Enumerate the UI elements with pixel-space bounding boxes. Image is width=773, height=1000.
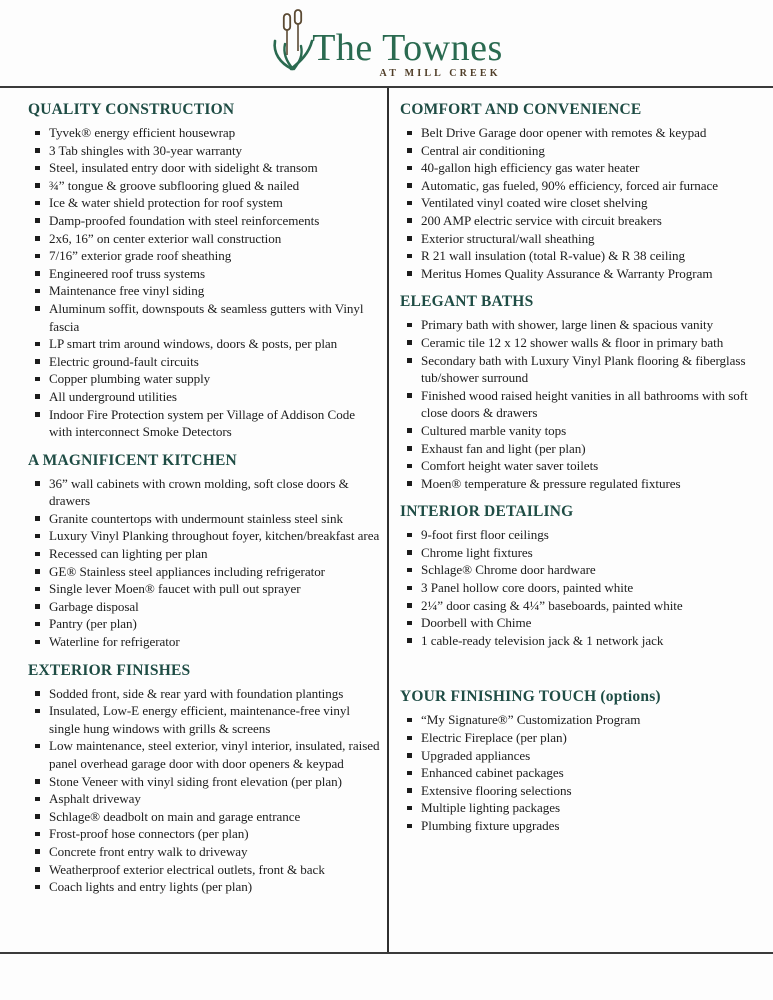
list-item: Copper plumbing water supply [28, 370, 381, 388]
list-item: Ceramic tile 12 x 12 shower walls & floor in primary bath [400, 334, 765, 352]
list-item: Upgraded appliances [400, 747, 765, 765]
list-item: Insulated, Low-E energy efficient, maintenance-free vinyl single hung windows with grills & screens [28, 702, 381, 737]
list-item: Ice & water shield protection for roof system [28, 194, 381, 212]
list-item: Maintenance free vinyl siding [28, 282, 381, 300]
list-item: 3 Panel hollow core doors, painted white [400, 579, 765, 597]
list-item: Enhanced cabinet packages [400, 764, 765, 782]
section [400, 502, 765, 649]
section-heading: ELEGANT BATHS [400, 293, 534, 311]
list-item: Weatherproof exterior electrical outlets, front & back [28, 861, 381, 879]
section [400, 687, 765, 834]
list-item: Cultured marble vanity tops [400, 422, 765, 440]
section [400, 292, 765, 492]
right-column [389, 88, 773, 952]
list-item: Schlage® Chrome door hardware [400, 561, 765, 579]
section [28, 100, 381, 441]
list-item: R 21 wall insulation (total R-value) & R 38 ceiling [400, 247, 765, 265]
list-item: GE® Stainless steel appliances including refrigerator [28, 563, 381, 581]
section-heading: INTERIOR DETAILING [400, 503, 574, 521]
list-item: Low maintenance, steel exterior, vinyl interior, insulated, raised panel overhead garage door with door openers & keypad [28, 737, 381, 772]
list-item: Engineered roof truss systems [28, 265, 381, 283]
feature-list [28, 124, 381, 441]
feature-list [400, 526, 765, 649]
section-heading: YOUR FINISHING TOUCH (options) [400, 688, 661, 706]
logo-title: The Townes [312, 27, 503, 69]
list-item: Indoor Fire Protection system per Village of Addison Code with interconnect Smoke Detectors [28, 406, 381, 441]
list-item: 9-foot first floor ceilings [400, 526, 765, 544]
feature-list [28, 475, 381, 651]
list-item: Ventilated vinyl coated wire closet shelving [400, 194, 765, 212]
list-item: Luxury Vinyl Planking throughout foyer, kitchen/breakfast area [28, 527, 381, 545]
list-item: Schlage® deadbolt on main and garage entrance [28, 808, 381, 826]
list-item: All underground utilities [28, 388, 381, 406]
list-item: Finished wood raised height vanities in all bathrooms with soft close doors & drawers [400, 387, 765, 422]
section-heading: EXTERIOR FINISHES [28, 661, 191, 679]
section-heading: QUALITY CONSTRUCTION [28, 101, 235, 118]
list-item: ¾” tongue & groove subflooring glued & nailed [28, 177, 381, 195]
logo-text [312, 28, 503, 80]
list-item: Damp-proofed foundation with steel reinforcements [28, 212, 381, 230]
list-item: Pantry (per plan) [28, 615, 381, 633]
list-item: Meritus Homes Quality Assurance & Warranty Program [400, 265, 765, 283]
list-item: Recessed can lighting per plan [28, 545, 381, 563]
list-item: Primary bath with shower, large linen & spacious vanity [400, 316, 765, 334]
list-item: Moen® temperature & pressure regulated fixtures [400, 475, 765, 493]
list-item: Granite countertops with undermount stainless steel sink [28, 510, 381, 528]
list-item: 1 cable-ready television jack & 1 network jack [400, 632, 765, 650]
logo [0, 0, 773, 80]
cattails-icon [270, 9, 316, 76]
list-item: “My Signature®” Customization Program [400, 711, 765, 729]
list-item: Electric ground-fault circuits [28, 353, 381, 371]
list-item: Exhaust fan and light (per plan) [400, 440, 765, 458]
list-item: 40-gallon high efficiency gas water heater [400, 159, 765, 177]
list-item: Garbage disposal [28, 598, 381, 616]
list-item: LP smart trim around windows, doors & posts, per plan [28, 335, 381, 353]
list-item: Single lever Moen® faucet with pull out sprayer [28, 580, 381, 598]
logo-subtitle: AT MILL CREEK [379, 68, 501, 79]
list-item: Automatic, gas fueled, 90% efficiency, forced air furnace [400, 177, 765, 195]
list-item: Coach lights and entry lights (per plan) [28, 878, 381, 896]
bottom-divider [0, 952, 773, 954]
list-item: Aluminum soffit, downspouts & seamless gutters with Vinyl fascia [28, 300, 381, 335]
section-heading: A MAGNIFICENT KITCHEN [28, 451, 237, 469]
list-item: Doorbell with Chime [400, 614, 765, 632]
list-item: Concrete front entry walk to driveway [28, 843, 381, 861]
section [28, 451, 381, 651]
list-item: Extensive flooring selections [400, 782, 765, 800]
section [400, 100, 765, 282]
list-item: Secondary bath with Luxury Vinyl Plank flooring & fiberglass tub/shower surround [400, 352, 765, 387]
list-item: Frost-proof hose connectors (per plan) [28, 825, 381, 843]
list-item: Asphalt driveway [28, 790, 381, 808]
list-item: 2x6, 16” on center exterior wall construction [28, 230, 381, 248]
list-item: 200 AMP electric service with circuit breakers [400, 212, 765, 230]
list-item: Comfort height water saver toilets [400, 457, 765, 475]
list-item: Waterline for refrigerator [28, 633, 381, 651]
list-item: Chrome light fixtures [400, 544, 765, 562]
list-item: Plumbing fixture upgrades [400, 817, 765, 835]
list-item: Central air conditioning [400, 142, 765, 160]
feature-list [28, 685, 381, 896]
list-item: Steel, insulated entry door with sidelight & transom [28, 159, 381, 177]
list-item: Stone Veneer with vinyl siding front elevation (per plan) [28, 773, 381, 791]
feature-list [400, 711, 765, 834]
content-columns [0, 88, 773, 952]
list-item: Tyvek® energy efficient housewrap [28, 124, 381, 142]
list-item: Multiple lighting packages [400, 799, 765, 817]
feature-list [400, 316, 765, 492]
list-item: Electric Fireplace (per plan) [400, 729, 765, 747]
list-item: Exterior structural/wall sheathing [400, 230, 765, 248]
feature-list [400, 124, 765, 282]
section [28, 661, 381, 896]
list-item: 36” wall cabinets with crown molding, soft close doors & drawers [28, 475, 381, 510]
list-item: 7/16” exterior grade roof sheathing [28, 247, 381, 265]
left-column [0, 88, 387, 952]
list-item: 3 Tab shingles with 30-year warranty [28, 142, 381, 160]
list-item: Sodded front, side & rear yard with foundation plantings [28, 685, 381, 703]
section-heading: COMFORT AND CONVENIENCE [400, 101, 642, 118]
list-item: 2¼” door casing & 4¼” baseboards, painted white [400, 597, 765, 615]
list-item: Belt Drive Garage door opener with remotes & keypad [400, 124, 765, 142]
